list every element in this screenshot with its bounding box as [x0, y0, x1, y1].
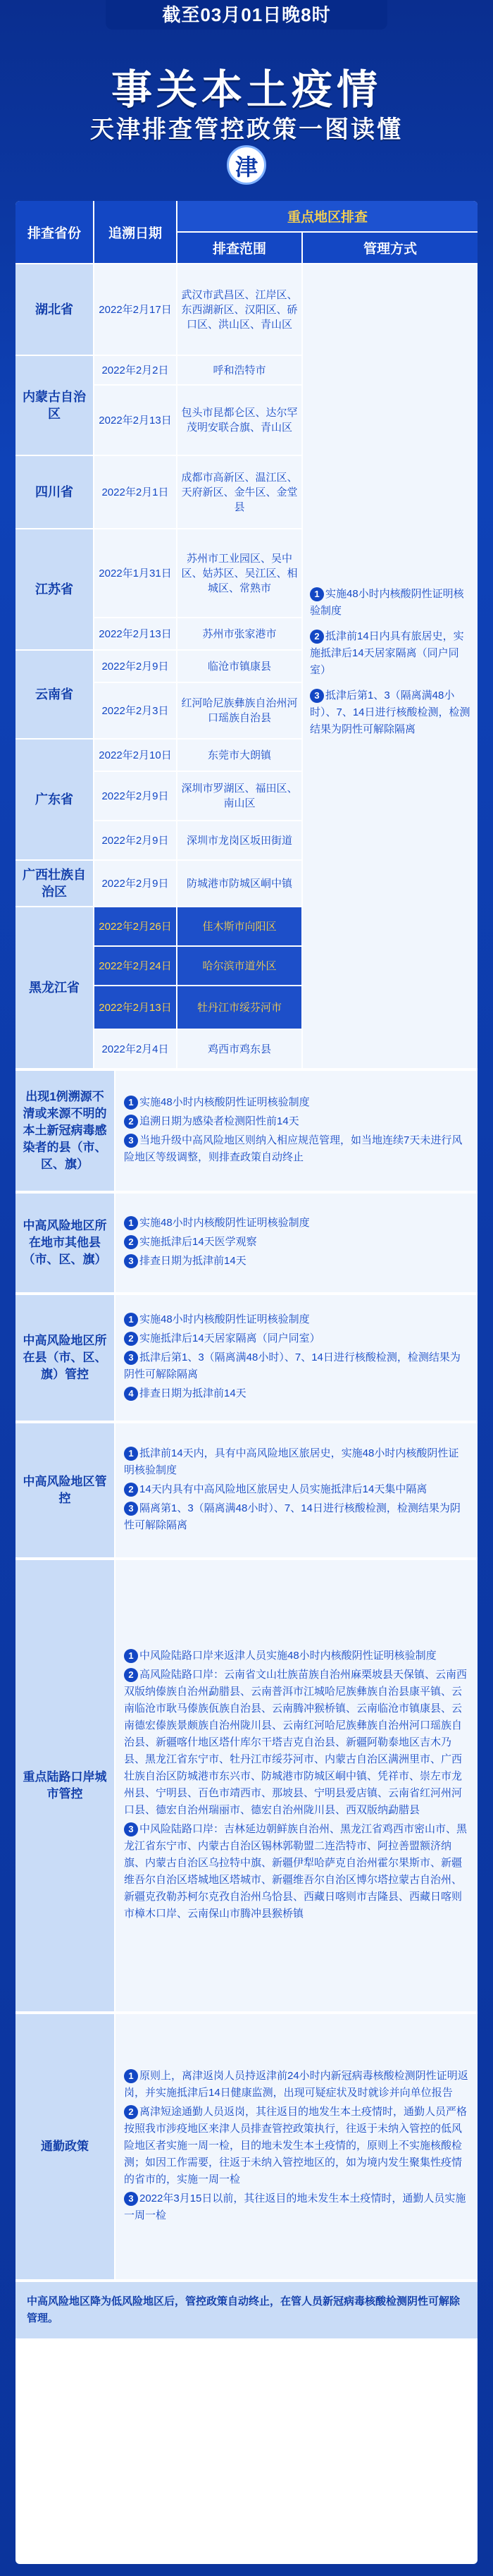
region-cell: 红河哈尼族彝族自治州河口瑶族自治县: [177, 683, 301, 738]
date-cell: 2022年1月31日: [94, 529, 176, 617]
region-cell: 防城港市防城区峒中镇: [177, 861, 301, 906]
region-cell-highlight: 哈尔滨市道外区: [177, 947, 301, 985]
date-cell: 2022年2月10日: [94, 740, 176, 771]
mgmt-item: 3 抵津后第1、3（隔离满48小时）、7、14日进行核酸检测，检测结果为阴性可解除隔离: [310, 689, 470, 735]
mgmt-item: 1 实施48小时内核酸阴性证明核验制度: [310, 588, 464, 617]
province-jiangsu: 江苏省: [15, 529, 93, 649]
page-header: [0, 0, 493, 180]
region-cell-highlight: 佳木斯市向阳区: [177, 907, 301, 945]
region-cell: 苏州市工业园区、吴中区、姑苏区、吴江区、相城区、常熟市: [177, 529, 301, 617]
province-guangxi: 广西壮族自治区: [15, 861, 93, 906]
page-title: 事关本土疫情: [111, 67, 382, 113]
col-header-mgmt: 管理方式: [303, 233, 478, 263]
section-content-commute: [116, 2014, 478, 2279]
page-subtitle: 天津排查管控政策一图读懂: [90, 116, 403, 143]
region-cell: 深圳市龙岗区坂田街道: [177, 821, 301, 859]
section-content-same-city: [116, 1194, 478, 1292]
section-label-unknown-source: 出现1例溯源不清或来源不明的本土新冠病毒感染者的县（市、区、旗）: [15, 1071, 114, 1191]
date-cell: 2022年2月9日: [94, 772, 176, 820]
section-content-same-county: [116, 1295, 478, 1421]
policy-item: 1 实施48小时内核酸阴性证明核验制度: [124, 1215, 469, 1232]
date-cell: 2022年2月13日: [94, 618, 176, 649]
province-sichuan: 四川省: [15, 456, 93, 528]
province-inner-mongolia: 内蒙古自治区: [15, 356, 93, 455]
footer-note: 中高风险地区降为低风险地区后，管控政策自动终止，在管人员新冠病毒核酸检测阴性可解除管理。: [15, 2282, 478, 2338]
date-badge: 截至03月01日晚8时: [106, 0, 387, 30]
section-label-risk-area: 中高风险地区管控: [15, 1423, 114, 1557]
policy-item: 2 14天内具有中高风险地区旅居史人员实施抵津后14天集中隔离: [124, 1481, 469, 1498]
region-cell: 东莞市大朗镇: [177, 740, 301, 771]
date-cell: 2022年2月2日: [94, 356, 176, 384]
policy-item: 2 实施抵津后14天医学观察: [124, 1234, 469, 1251]
date-cell: 2022年2月1日: [94, 456, 176, 528]
policy-item: 3 排查日期为抵津前14天: [124, 1253, 469, 1270]
date-cell: 2022年2月17日: [94, 264, 176, 355]
date-cell: 2022年2月3日: [94, 683, 176, 738]
region-cell-highlight: 牡丹江市绥芬河市: [177, 986, 301, 1029]
section-content-risk-area: [116, 1423, 478, 1557]
col-header-key-area: 重点地区排查: [177, 201, 478, 231]
date-cell: 2022年2月13日: [94, 386, 176, 455]
province-yunnan: 云南省: [15, 651, 93, 738]
policy-item: 1 实施48小时内核酸阴性证明核验制度: [124, 1094, 469, 1111]
key-area-mgmt: [303, 264, 478, 1068]
date-cell-highlight: 2022年2月13日: [94, 986, 176, 1029]
policy-item: 3 当地升级中高风险地区则纳入相应规范管理，如当地连续7天未进行风险地区等级调整，则排查政策自动终止: [124, 1134, 463, 1163]
policy-item: 2 高风险陆路口岸：云南省文山壮族苗族自治州麻栗坡县天保镇、云南西双版纳傣族自治州勐腊县、云南普洱市江城哈尼族彝族自治县康平镇、云南临沧市耿马傣族佤族自治县、云南腾冲猴桥镇、云南临沧市镇康县、云南德宏傣族景颇族自治州陇川县、云南红河哈尼族彝族自治州河口瑶族自治县、新疆喀什地区塔什库尔干塔吉克自治县、新疆阿勒泰地区吉木乃县、黑龙江省东宁市、牡丹江市绥芬河市、内蒙古自治区满洲里市、广西壮族自治区防城港市东兴市、防城港市防城区峒中镇、凭祥市、崇左市龙州县、宁明县、百色市靖西市、那坡县、宁明县爱店镇、云南省红河州河口县、德宏自治州瑞丽市、德宏自治州陇川县、西双版纳勐腊县: [124, 1668, 468, 1816]
region-cell: 包头市昆都仑区、达尔罕茂明安联合旗、青山区: [177, 386, 301, 455]
region-cell: 武汉市武昌区、江岸区、东西湖新区、汉阳区、硚口区、洪山区、青山区: [177, 264, 301, 355]
policy-item: 1 原则上，离津返岗人员持返津前24小时内新冠病毒核酸检测阴性证明返岗，并实施抵津后14日健康监测，出现可疑症状及时就诊并向单位报告: [124, 2069, 468, 2099]
section-label-port-city: 重点陆路口岸城市管控: [15, 1560, 114, 2011]
policy-item: 3 隔离第1、3（隔离满48小时）、7、14日进行核酸检测，检测结果为阴性可解除隔离: [124, 1502, 461, 1531]
policy-item: 4 排查日期为抵津前14天: [124, 1385, 469, 1402]
section-content-unknown-source: [116, 1071, 478, 1191]
policy-item: 3 抵津后第1、3（隔离满48小时）、7、14日进行核酸检测，检测结果为阴性可解除隔离: [124, 1351, 461, 1380]
section-label-same-city: 中高风险地区所在地市其他县（市、区、旗）: [15, 1194, 114, 1292]
policy-item: 2 实施抵津后14天居家隔离（同户同室）: [124, 1330, 469, 1347]
policy-item: 2 离津短途通勤人员返岗，其往返目的地发生本土疫情时，通勤人员严格按照我市涉疫地区来津人员排查管控政策执行，往返于未纳入管控的低风险地区者实施一周一检，目的地未发生本土疫情的，原则上不实施核酸检测；如因工作需要，往返于未纳入管控地区的，如为境内发生聚集性疫情的省市的，实施一周一检: [124, 2105, 468, 2185]
region-cell: 呼和浩特市: [177, 356, 301, 384]
col-header-range: 排查范围: [177, 233, 301, 263]
policy-item: 3 中风险陆路口岸：吉林延边朝鲜族自治州、黑龙江省鸡西市密山市、黑龙江省东宁市、内蒙古自治区锡林郭勒盟二连浩特市、阿拉善盟额济纳旗、内蒙古自治区乌拉特中旗、新疆伊犁哈萨克自治州霍尔果斯市、新疆维吾尔自治区塔城地区塔城市、新疆维吾尔自治区博尔塔拉蒙古自治州、新疆克孜勒苏柯尔克孜自治州乌恰县、西藏日喀则市吉隆县、西藏日喀则市樟木口岸、云南保山市腾冲县猴桥镇: [124, 1822, 468, 1920]
mgmt-item: 2 抵津前14日内具有旅居史，实施抵津后14天居家隔离（同户同室）: [310, 630, 464, 676]
region-cell: 成都市高新区、温江区、天府新区、金牛区、金堂县: [177, 456, 301, 528]
policy-table-card: [15, 201, 478, 2564]
policy-item: 1 抵津前14天内，具有中高风险地区旅居史，实施48小时内核酸阴性证明核验制度: [124, 1447, 459, 1476]
col-header-province: 排查省份: [15, 201, 93, 263]
policy-item: 2 追溯日期为感染者检测阳性前14天: [124, 1113, 469, 1130]
region-cell: 临沧市镇康县: [177, 651, 301, 682]
province-guangdong: 广东省: [15, 740, 93, 859]
date-cell: 2022年2月9日: [94, 651, 176, 682]
date-cell: 2022年2月4日: [94, 1030, 176, 1068]
date-cell: 2022年2月9日: [94, 821, 176, 859]
section-content-port-city: [116, 1560, 478, 2011]
date-cell-highlight: 2022年2月26日: [94, 907, 176, 945]
region-cell: 苏州市张家港市: [177, 618, 301, 649]
section-label-same-county: 中高风险地区所在县（市、区、旗）管控: [15, 1295, 114, 1421]
col-header-date: 追溯日期: [94, 201, 176, 263]
policy-item: 1 实施48小时内核酸阴性证明核验制度: [124, 1311, 469, 1328]
region-cell: 鸡西市鸡东县: [177, 1030, 301, 1068]
tianjin-logo-icon: 津: [227, 145, 266, 185]
section-label-commute: 通勤政策: [15, 2014, 114, 2279]
province-hubei: 湖北省: [15, 264, 93, 355]
region-cell: 深圳市罗湖区、福田区、南山区: [177, 772, 301, 820]
policy-item: 1 中风险陆路口岸来返津人员实施48小时内核酸阴性证明核验制度: [124, 1648, 469, 1664]
date-cell: 2022年2月9日: [94, 861, 176, 906]
date-cell-highlight: 2022年2月24日: [94, 947, 176, 985]
province-heilongjiang: 黑龙江省: [15, 907, 93, 1068]
policy-item: 3 2022年3月15日以前，其往返目的地未发生本土疫情时，通勤人员实施一周一检: [124, 2192, 466, 2221]
